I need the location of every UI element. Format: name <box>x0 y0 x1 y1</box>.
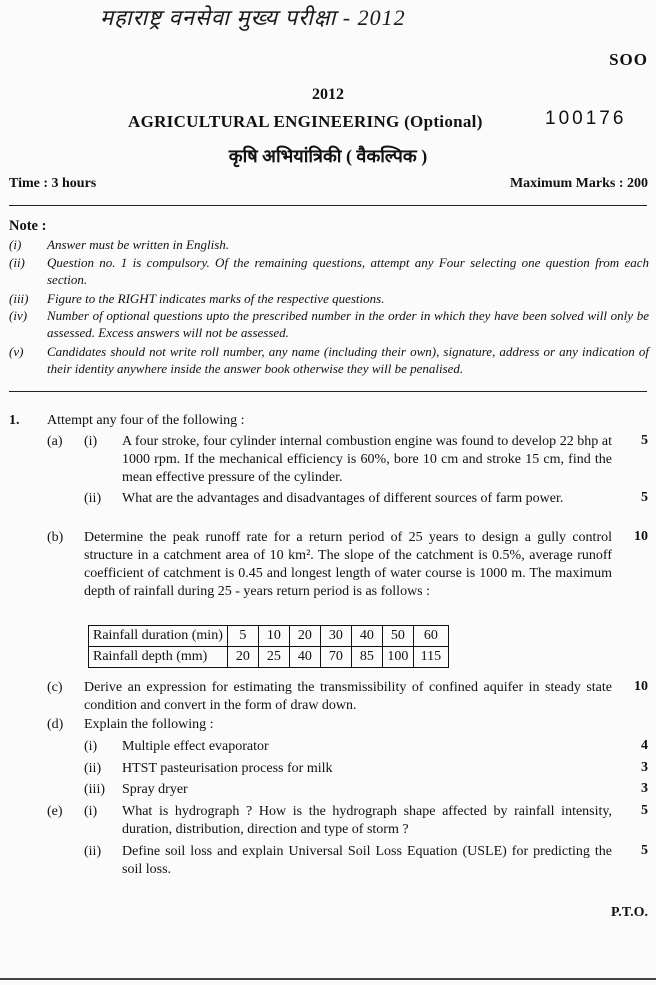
part-e-i-label: (i) <box>84 804 98 819</box>
part-d-ii-text: HTST pasteurisation process for milk <box>122 761 333 776</box>
seat-number: 100176 <box>545 108 627 129</box>
note-item <box>9 307 649 341</box>
part-e-i-text: What is hydrograph ? How is the hydrograph shape affected by rainfall intensity, duration, distribution, direction and type of storm ? <box>122 804 612 837</box>
exam-year: 2012 <box>312 86 344 103</box>
part-d-ii-label: (ii) <box>84 761 102 776</box>
part-d-iii-label: (iii) <box>84 782 105 797</box>
note-heading: Note : <box>9 218 47 234</box>
marks: 10 <box>634 529 648 544</box>
part-a-i-text: A four stroke, four cylinder internal combustion engine was found to develop 22 bhp at 1000 rpm. If the mechanical efficiency is 60%, bore 10 cm and stroke 15 cm, find the mean effective pressure of the cylinder. <box>122 434 612 485</box>
table-row-header: Rainfall depth (mm) <box>89 647 228 668</box>
please-turn-over: P.T.O. <box>611 905 648 920</box>
table-cell: 40 <box>351 626 382 647</box>
part-d-text: Explain the following : <box>84 717 214 732</box>
table-cell: 40 <box>289 647 320 668</box>
divider <box>9 391 647 392</box>
note-text: Question no. 1 is compulsory. Of the remaining questions, attempt any Four selecting one question from each section. <box>47 255 649 287</box>
table-cell: 50 <box>382 626 413 647</box>
hindi-title: कृषि अभियांत्रिकी ( वैकल्पिक ) <box>228 146 428 166</box>
table-cell: 25 <box>258 647 289 668</box>
note-number: (ii) <box>9 255 25 270</box>
marks: 5 <box>641 433 648 448</box>
note-item <box>9 290 649 307</box>
table-row <box>89 626 449 647</box>
marks: 10 <box>634 679 648 694</box>
part-c-label: (c) <box>47 680 63 695</box>
rainfall-table <box>88 625 449 668</box>
note-number: (iv) <box>9 308 28 323</box>
note-text: Candidates should not write roll number, any name (including their own), signature, address or any indication of their identity anywhere inside the answer book otherwise they will be penalised. <box>47 344 649 376</box>
table-cell: 100 <box>382 647 413 668</box>
note-item <box>9 236 649 253</box>
part-d-label: (d) <box>47 717 64 732</box>
part-a-ii-label: (ii) <box>84 491 102 506</box>
table-cell: 85 <box>351 647 382 668</box>
part-a-ii-text: What are the advantages and disadvantages of different sources of farm power. <box>122 491 564 506</box>
time-allowed: Time : 3 hours <box>9 176 97 191</box>
note-item <box>9 343 649 377</box>
marks: 5 <box>641 843 648 858</box>
part-c-text: Derive an expression for estimating the transmissibility of confined aquifer in steady state condition and convert in the form of draw down. <box>84 680 612 713</box>
part-d-iii-text: Spray dryer <box>122 782 188 797</box>
marks: 5 <box>641 803 648 818</box>
divider <box>9 205 647 206</box>
table-cell: 115 <box>413 647 448 668</box>
question-instruction: Attempt any four of the following : <box>47 413 245 428</box>
note-item <box>9 254 649 288</box>
rainfall-table-container <box>88 625 449 668</box>
part-a-i-label: (i) <box>84 434 98 449</box>
part-b-label: (b) <box>47 530 64 545</box>
part-e-label: (e) <box>47 804 63 819</box>
question-number: 1. <box>9 413 20 428</box>
part-e-ii-text: Define soil loss and explain Universal Soil Loss Equation (USLE) for predicting the soil loss. <box>122 844 612 877</box>
note-text: Answer must be written in English. <box>47 237 229 252</box>
table-cell: 20 <box>227 647 258 668</box>
part-e-ii-label: (ii) <box>84 844 102 859</box>
handwritten-exam-title: महाराष्ट्र वनसेवा मुख्य परीक्षा - 2012 <box>100 5 406 30</box>
marks: 3 <box>641 760 648 775</box>
table-cell: 20 <box>289 626 320 647</box>
paper-code: SOO <box>609 50 648 69</box>
part-d-i-text: Multiple effect evaporator <box>122 739 269 754</box>
note-text: Number of optional questions upto the prescribed number in the order in which they have been solved will only be assessed. Excess answers will not be assessed. <box>47 308 649 340</box>
note-number: (i) <box>9 237 22 252</box>
part-d-i-label: (i) <box>84 739 98 754</box>
table-cell: 5 <box>227 626 258 647</box>
paper-title: AGRICULTURAL ENGINEERING (Optional) <box>128 112 483 131</box>
note-number: (v) <box>9 344 24 359</box>
maximum-marks: Maximum Marks : 200 <box>509 176 648 191</box>
table-row <box>89 647 449 668</box>
note-text: Figure to the RIGHT indicates marks of the respective questions. <box>47 291 385 306</box>
part-a-label: (a) <box>47 434 63 449</box>
marks: 3 <box>641 781 648 796</box>
table-cell: 70 <box>320 647 351 668</box>
page-bottom-edge <box>0 978 656 980</box>
note-number: (iii) <box>9 291 29 306</box>
table-cell: 10 <box>258 626 289 647</box>
marks: 4 <box>641 738 648 753</box>
table-cell: 30 <box>320 626 351 647</box>
table-row-header: Rainfall duration (min) <box>89 626 228 647</box>
marks: 5 <box>641 490 648 505</box>
part-b-text: Determine the peak runoff rate for a return period of 25 years to design a gully control structure in a catchment area of 10 km². The slope of the catchment is 0.5%, average runoff coefficient of catchment is 0.45 and longest length of water course is 1000 m. The maximum depth of rainfall during 25 - years return period is as follows : <box>84 530 612 599</box>
table-cell: 60 <box>413 626 448 647</box>
